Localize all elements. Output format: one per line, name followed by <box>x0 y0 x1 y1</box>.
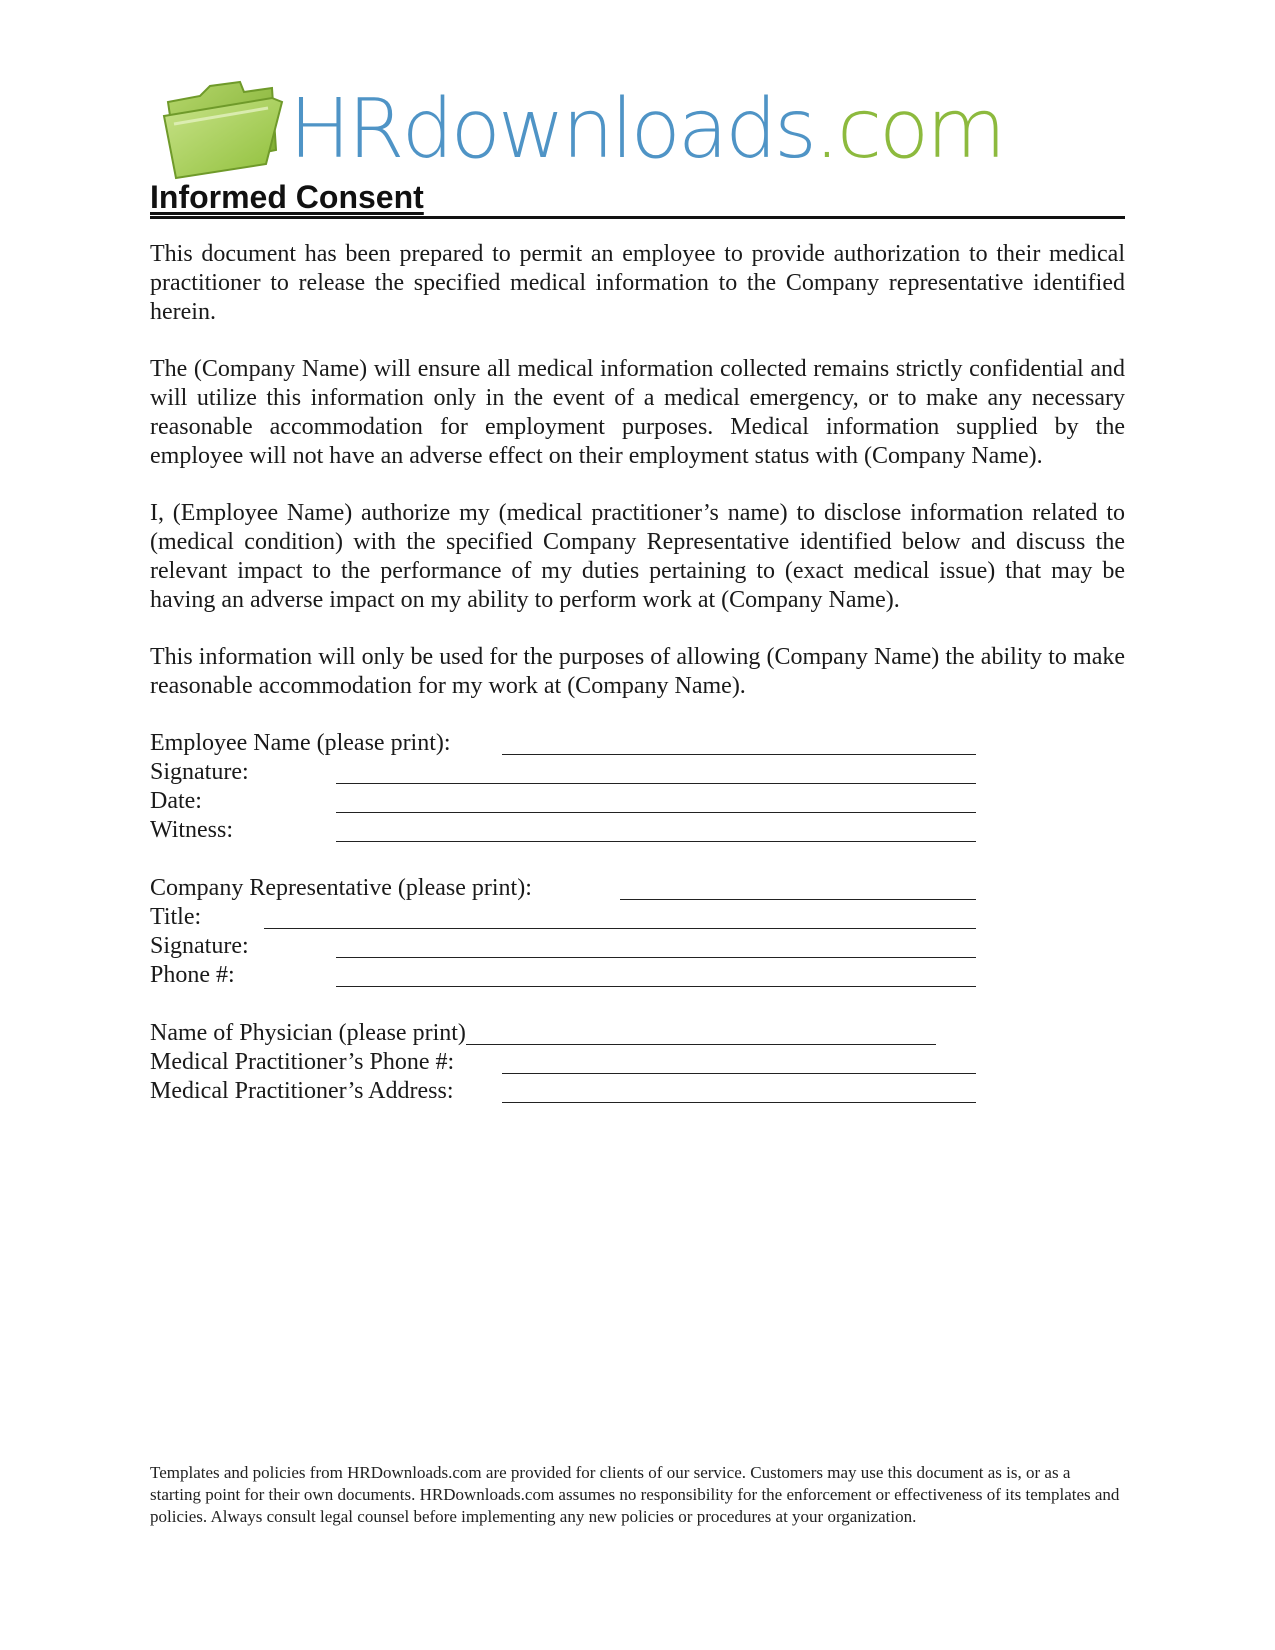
page-title: Informed Consent <box>150 179 424 215</box>
employee-signature-field[interactable] <box>336 761 976 784</box>
physician-name-field[interactable] <box>466 1022 936 1045</box>
practitioner-address-label: Medical Practitioner’s Address: <box>150 1078 454 1104</box>
physician-name-label: Name of Physician (please print) <box>150 1020 466 1046</box>
rep-phone-row <box>150 961 976 990</box>
paragraph-confidentiality: The (Company Name) will ensure all medical information collected remains strictly confidential and will utilize this information only in the event of a medical emergency, or to make any necessary reasonable accommodation for employment purposes. Medical information supplied by the employee will not have an adverse effect on their employment status with (Company Name). <box>150 356 1125 469</box>
employee-section <box>150 729 1125 845</box>
hrdownloads-logo <box>160 72 1003 182</box>
title-bar <box>150 178 1125 219</box>
practitioner-address-field[interactable] <box>502 1080 976 1103</box>
employee-signature-row <box>150 758 976 787</box>
practitioner-phone-row <box>150 1048 976 1077</box>
witness-label: Witness: <box>150 817 234 843</box>
rep-signature-label: Signature: <box>150 933 249 959</box>
employee-name-field[interactable] <box>502 732 976 755</box>
logo-wordmark-dot: . <box>813 82 837 177</box>
rep-signature-row <box>150 932 976 961</box>
paragraph-authorization: I, (Employee Name) authorize my (medical practitioner’s name) to disclose information related to (medical condition) with the specified Company Representative identified below and discuss the relevant impact to the performance of my duties pertaining to (exact medical issue) that may be having an adverse impact on my ability to perform work at (Company Name). <box>150 500 1125 613</box>
rep-signature-field[interactable] <box>336 935 976 958</box>
company-section <box>150 874 1125 990</box>
disclaimer-footer: Templates and policies from HRDownloads.com are provided for clients of our service. Customers may use this document as is, or as a starting point for their own documents. HRDownloads.com assumes no responsibility for the enforcement or effectiveness of its templates and policies. Always consult legal counsel before implementing any new policies or procedures at your organization. <box>150 1463 1120 1526</box>
rep-title-row <box>150 903 976 932</box>
physician-section <box>150 1019 1125 1106</box>
rep-title-label: Title: <box>150 904 202 930</box>
folder-icon <box>160 72 285 182</box>
paragraph-purpose: This document has been prepared to permit an employee to provide authorization to their medical practitioner to release the specified medical information to the Company representative identified herein. <box>150 241 1125 325</box>
physician-name-row <box>150 1019 976 1048</box>
date-row <box>150 787 976 816</box>
practitioner-phone-label: Medical Practitioner’s Phone #: <box>150 1049 455 1075</box>
logo-wordmark-tld: com <box>836 82 1004 177</box>
witness-field[interactable] <box>336 819 976 842</box>
date-label: Date: <box>150 788 202 814</box>
witness-row <box>150 816 976 845</box>
practitioner-address-row <box>150 1077 976 1106</box>
rep-phone-field[interactable] <box>336 964 976 987</box>
employee-name-label: Employee Name (please print): <box>150 730 451 756</box>
company-rep-field[interactable] <box>620 877 976 900</box>
date-field[interactable] <box>336 790 976 813</box>
rep-title-field[interactable] <box>264 906 976 929</box>
rep-phone-label: Phone #: <box>150 962 235 988</box>
document-body <box>150 240 1125 1135</box>
paragraph-usage: This information will only be used for the purposes of allowing (Company Name) the ability to make reasonable accommodation for my work at (Company Name). <box>150 644 1125 699</box>
company-rep-row <box>150 874 976 903</box>
employee-name-row <box>150 729 976 758</box>
logo-wordmark-main: HRdownloads <box>289 82 814 177</box>
logo-wordmark <box>289 82 1004 177</box>
employee-signature-label: Signature: <box>150 759 249 785</box>
company-rep-label: Company Representative (please print): <box>150 875 532 901</box>
practitioner-phone-field[interactable] <box>502 1051 976 1074</box>
